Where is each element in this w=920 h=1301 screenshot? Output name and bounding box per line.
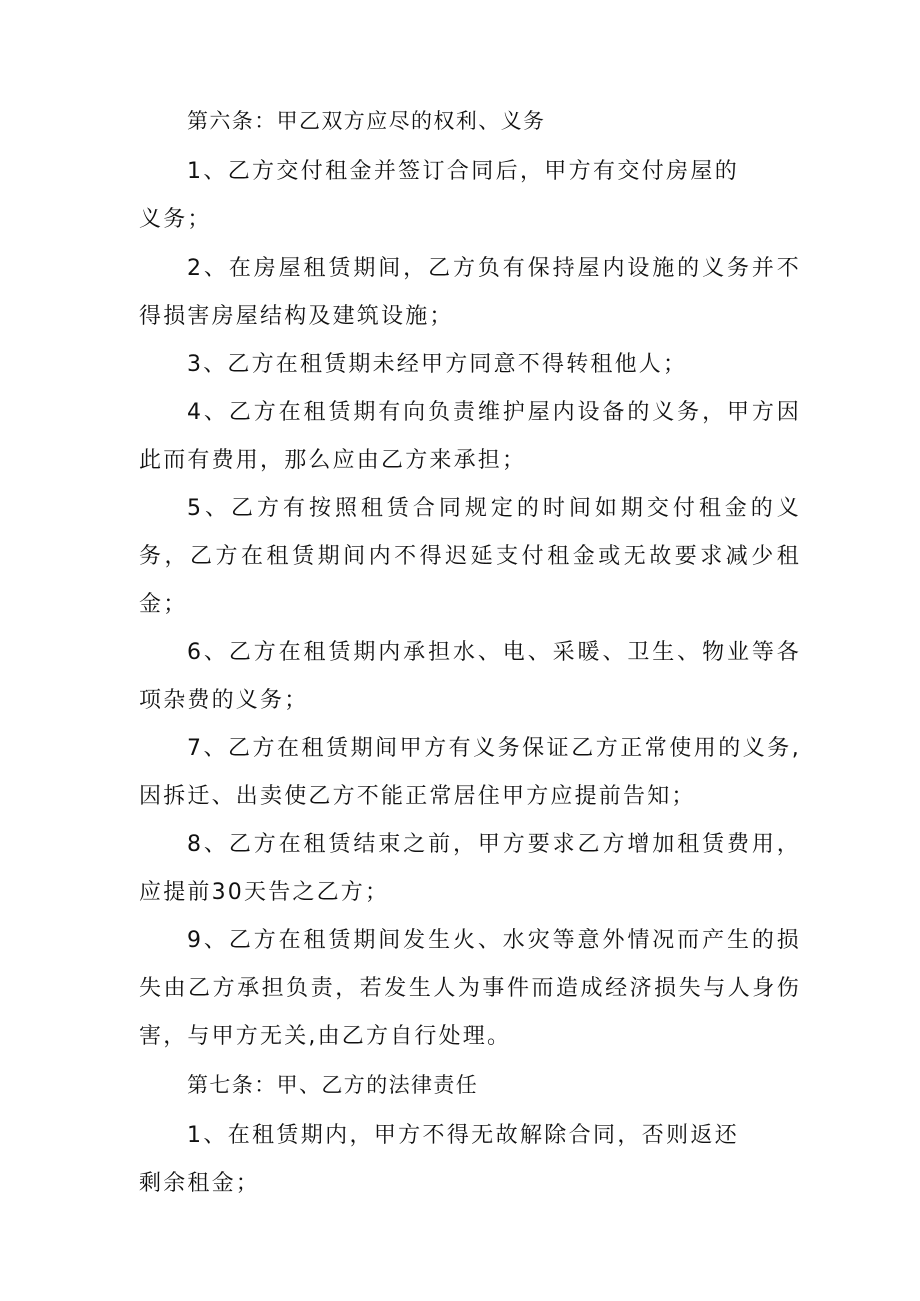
clause-6-1: 1、乙方交付租金并签订合同后，甲方有交付房屋的义务； — [139, 159, 739, 232]
clause-6-3: 3、乙方在租赁期未经甲方同意不得转租他人； — [187, 352, 688, 377]
clause-6-7: 7、乙方在租赁期间甲方有义务保证乙方正常使用的义务,因拆迁、出卖使乙方不能正常居住甲方应提前告知； — [139, 736, 801, 809]
section-heading-7: 第七条：甲、乙方的法律责任 — [187, 1073, 479, 1097]
clause-7-1: 1、在租赁期内，甲方不得无故解除合同，否则返还剩余租金； — [139, 1123, 739, 1196]
clause-6-2: 2、在房屋租赁期间，乙方负有保持屋内设施的义务并不得损害房屋结构及建筑设施； — [139, 256, 801, 329]
document-body — [139, 97, 801, 1208]
section-heading-6: 第六条：甲乙双方应尽的权利、义务 — [187, 109, 546, 133]
clause-6-5: 5、乙方有按照租赁合同规定的时间如期交付租金的义务，乙方在租赁期间内不得迟延支付租金或无故要求减少租金； — [139, 496, 801, 617]
clause-6-4: 4、乙方在租赁期有向负责维护屋内设备的义务，甲方因此而有费用，那么应由乙方来承担； — [139, 400, 801, 473]
clause-6-9: 9、乙方在租赁期间发生火、水灾等意外情况而产生的损失由乙方承担负责，若发生人为事件而造成经济损失与人身伤害，与甲方无关,由乙方自行处理。 — [139, 928, 801, 1049]
clause-6-6: 6、乙方在租赁期内承担水、电、采暖、卫生、物业等各项杂费的义务； — [139, 640, 801, 713]
clause-6-8: 8、乙方在租赁结束之前，甲方要求乙方增加租赁费用，应提前30天告之乙方； — [139, 832, 801, 905]
